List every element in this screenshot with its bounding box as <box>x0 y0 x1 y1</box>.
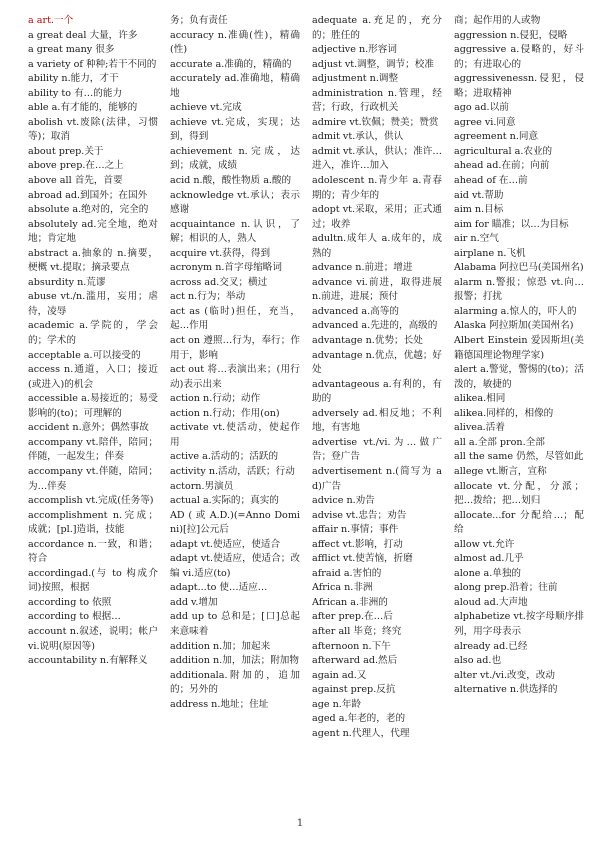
vocab-entry: alternative n.供选择的 <box>454 684 558 696</box>
vocab-entry: action n.行动；动作 <box>170 393 261 405</box>
vocab-entry: along prep.沿着；往前 <box>454 582 558 594</box>
column-4 <box>454 14 584 698</box>
vocab-entry: absurdity n.荒谬 <box>28 276 106 288</box>
vocab-entry: again ad.又 <box>312 669 367 681</box>
vocab-entry: able a.有才能的，能够的 <box>28 102 138 114</box>
vocab-entry: affect vt.影响，打动 <box>312 538 403 550</box>
vocab-entry: aged a.年老的，老的 <box>312 713 406 725</box>
vocab-entry: acquire vt.获得，得到 <box>170 247 271 259</box>
vocab-entry: a art.一个 <box>28 15 74 26</box>
vocab-entry: adjective n.形容词 <box>312 44 397 56</box>
vocab-entry: ago ad.以前 <box>454 102 509 114</box>
vocab-entry: aggression n.侵犯，侵略 <box>454 29 568 41</box>
vocab-entry: abuse vt./n.滥用，妄用；虐待，凌辱 <box>28 291 158 317</box>
vocab-entry: alivea.活着 <box>454 422 505 434</box>
vocab-entry: alphabetize vt.按字母顺序排列，用字母表示 <box>454 611 584 637</box>
vocab-entry: achieve vt.完成，实现；达到，得到 <box>170 116 300 143</box>
vocab-entry: alarming a.惊人的，吓人的 <box>454 305 577 317</box>
vocab-entry: ability n.能力，才干 <box>28 73 119 85</box>
vocab-entry: abolish vt.废除(法律，习惯等)；取消 <box>28 116 158 143</box>
vocab-entry: adapt vt.使适应，使适合；改编 vi.适应(to) <box>170 553 300 579</box>
vocab-entry: alter vt./vi.改变，改动 <box>454 669 556 681</box>
vocab-entry: academic a.学院的，学会的；学术的 <box>28 320 158 347</box>
vocab-entry: act on 遵照…行为，奉行；作用于，影响 <box>170 335 300 361</box>
vocab-entry: African a.非洲的 <box>312 596 388 608</box>
vocab-entry: abstract a.抽象的 n.摘要，梗概 vt.提取；摘录要点 <box>28 247 158 274</box>
vocab-entry: adapt vt.使适应，使适合 <box>170 538 281 550</box>
vocab-entry: advantageous a.有利的，有助的 <box>312 378 442 405</box>
vocab-entry: address n.地址；住址 <box>170 698 269 710</box>
vocab-entry: accordance n.一致，和谐；符合 <box>28 538 158 565</box>
vocab-entry: allege vt.断言，宣称 <box>454 465 547 477</box>
vocab-entry: 务；负有责任 <box>170 15 228 26</box>
vocab-entry: admit vt.承认，供认；准许…进入，准许…加入 <box>312 145 442 172</box>
vocab-entry: advice n.劝告 <box>312 495 375 507</box>
vocab-entry: admire vt.钦佩；赞美；赞赏 <box>312 116 439 128</box>
vocab-entry: addition n.加；加起来 <box>170 640 271 652</box>
vocab-entry: acceptable a.可以接受的 <box>28 349 141 361</box>
vocab-entry: add up to 总和是；[口]总起来意味着 <box>170 611 300 637</box>
vocab-entry: alert a.警觉，警惕的(to)；活泼的，敏捷的 <box>454 364 584 390</box>
vocab-entry: according to 根据… <box>28 611 121 623</box>
vocab-entry: accountability n.有解释义 <box>28 655 148 667</box>
vocab-entry: access n.通道，入口；接近(或进入)的机会 <box>28 364 158 390</box>
vocab-entry: acknowledge vt.承认；表示感谢 <box>170 189 300 216</box>
column-1 <box>28 14 158 669</box>
vocab-entry: admit vt.承认，供认 <box>312 131 404 143</box>
vocab-entry: Albert Einstein 爱因斯坦(美籍德国理论物理学家) <box>454 335 584 361</box>
vocab-entry: a variety of 种种;若干不同的 <box>28 58 157 70</box>
vocab-entry: age n.年龄 <box>312 698 362 710</box>
vocab-entry: advanced a.先进的，高级的 <box>312 320 438 332</box>
vocab-entry: agreement n.同意 <box>454 131 539 143</box>
vocab-entry: already ad.已经 <box>454 640 528 652</box>
vocab-entry: accident n.意外；偶然事故 <box>28 422 149 434</box>
vocab-entry: alarm n.警报；惊恐 vt.向…报警；打扰 <box>454 276 584 303</box>
vocab-entry: achievement n.完成，达到；成就，成绩 <box>170 145 300 172</box>
column-2 <box>170 14 300 712</box>
vocab-entry: advertisement n.(简写为 ad)广告 <box>312 465 442 492</box>
vocab-entry: aim n.目标 <box>454 204 504 216</box>
vocab-entry: aggressive a.侵略的，好斗的；有进取心的 <box>454 44 584 70</box>
dictionary-page <box>28 14 588 804</box>
vocab-entry: action n.行动；作用(on) <box>170 407 280 419</box>
vocab-entry: almost ad.几乎 <box>454 553 524 565</box>
vocab-entry: accuracy n.准确(性)，精确(性) <box>170 29 300 56</box>
vocab-entry: advantage n.优势；长处 <box>312 335 423 347</box>
vocab-entry: ability to 有…的能力 <box>28 87 123 99</box>
vocab-entry: above all 首先，首要 <box>28 175 123 187</box>
vocab-entry: all a.全部 pron.全部 <box>454 436 545 448</box>
vocab-entry: additionala.附加的，追加的；另外的 <box>170 669 300 696</box>
vocab-entry: afflict vt.使苦恼，折磨 <box>312 553 413 565</box>
vocab-entry: advance vi.前进，取得进展 n.前进，进展；预付 <box>312 276 442 303</box>
vocab-entry: aim for 瞄准；以…为目标 <box>454 218 569 230</box>
vocab-entry: about prep.关于 <box>28 145 104 157</box>
vocab-entry: absolutely ad.完全地，绝对地；肯定地 <box>28 218 158 245</box>
vocab-entry: agent n.代理人，代理 <box>312 727 410 739</box>
vocab-entry: all the same 仍然，尽管如此 <box>454 451 584 463</box>
vocab-entry: AD ( 或 A.D.)(=Anno Domini)[拉]公元后 <box>170 509 300 536</box>
vocab-entry: after prep.在…后 <box>312 611 393 623</box>
vocab-entry: adolescent n.青少年 a.青春期的；青少年的 <box>312 175 442 201</box>
vocab-entry: accompany vt.陪伴，陪同；伴随，一起发生；伴奏 <box>28 436 158 463</box>
vocab-entry: a great many 很多 <box>28 44 115 56</box>
vocab-entry: act out 将…表演出来；(用行动)表示出来 <box>170 364 300 390</box>
vocab-entry: activity n.活动，活跃；行动 <box>170 465 295 477</box>
column-3 <box>312 14 442 741</box>
vocab-entry: affair n.事情；事件 <box>312 524 399 536</box>
vocab-entry: across ad.交叉；横过 <box>170 276 268 288</box>
vocab-entry: according to 依照 <box>28 596 112 608</box>
vocab-entry: agricultural a.农业的 <box>454 145 553 157</box>
vocab-entry: aid vt.帮助 <box>454 189 504 201</box>
vocab-entry: act as (临时)担任，充当，起…作用 <box>170 305 300 332</box>
vocab-entry: advance n.前进；增进 <box>312 262 413 274</box>
vocab-entry: air n.空气 <box>454 233 499 245</box>
vocab-entry: adultn.成年人 a.成年的，成熟的 <box>312 233 442 259</box>
vocab-entry: 商；起作用的人或物 <box>454 15 541 26</box>
vocab-entry: absolute a.绝对的，完全的 <box>28 204 149 216</box>
vocab-entry: agree vi.同意 <box>454 116 516 128</box>
vocab-entry: aloud ad.大声地 <box>454 596 528 608</box>
vocab-entry: accomplishment n.完成；成就；[pl.]造诣，技能 <box>28 509 158 536</box>
vocab-entry: adequate a.充足的，充分的；胜任的 <box>312 15 442 41</box>
vocab-entry: a great deal 大量，许多 <box>28 29 138 41</box>
vocab-entry: abroad ad.到国外；在国外 <box>28 189 148 201</box>
vocab-entry: alone a.单独的 <box>454 567 522 579</box>
vocab-entry: add v.增加 <box>170 596 218 608</box>
vocab-entry: accomplish vt.完成(任务等) <box>28 495 154 507</box>
vocab-entry: allocate vt.分配，分派；把…拨给；把…划归 <box>454 480 584 507</box>
vocab-entry: advertise vt./vi.为…做广告；登广告 <box>312 436 442 463</box>
vocab-entry: after all 毕竟；终究 <box>312 625 402 637</box>
vocab-entry: acid n.酸，酸性物质 a.酸的 <box>170 175 292 187</box>
vocab-entry: acquaintance n.认识，了解；相识的人，熟人 <box>170 218 300 245</box>
vocab-entry: against prep.反抗 <box>312 684 396 696</box>
vocab-entry: ahead of 在…前 <box>454 175 528 187</box>
vocab-entry: Africa n.非洲 <box>312 582 373 594</box>
vocab-entry: advantage n.优点，优越；好处 <box>312 349 443 376</box>
vocab-entry: afraid a.害怕的 <box>312 567 382 579</box>
vocab-entry: actual a.实际的；真实的 <box>170 495 279 507</box>
vocab-entry: accordingad.(与 to 构成介词)按照，根据 <box>28 567 158 594</box>
vocab-entry: airplane n.飞机 <box>454 247 526 259</box>
vocab-entry: aggressivenessn.侵犯，侵略；进取精神 <box>454 73 584 99</box>
vocab-entry: accompany vt.伴随，陪同；为…伴奏 <box>28 465 158 492</box>
vocab-entry: alikea.相同 <box>454 393 506 405</box>
vocab-entry: account n.叙述，说明；帐户 vi.说明(原因等) <box>28 625 158 652</box>
vocab-entry: ahead ad.在前；向前 <box>454 160 550 172</box>
vocab-entry: Alaska 阿拉斯加(美国州名) <box>454 320 574 332</box>
vocab-entry: allocate...for 分配给…；配给 <box>454 509 584 536</box>
vocab-entry: accessible a.易接近的；易受影响的(to)；可理解的 <box>28 393 158 419</box>
vocab-entry: adjust vt.调整，调节；校准 <box>312 58 434 70</box>
vocab-entry: act n.行为；举动 <box>170 291 246 303</box>
vocab-entry: accurately ad.准确地，精确地 <box>170 73 300 99</box>
vocab-entry: acronym n.首字母缩略词 <box>170 262 282 274</box>
vocab-entry: Alabama 阿拉巴马(美国州名) <box>454 262 584 274</box>
vocab-entry: advanced a.高等的 <box>312 305 399 317</box>
vocab-entry: alikea.同样的，相像的 <box>454 407 554 419</box>
vocab-entry: actorn.男演员 <box>170 480 234 492</box>
vocab-entry: also ad.也 <box>454 655 502 667</box>
vocab-entry: adopt vt.采取，采用；正式通过；收养 <box>312 204 442 230</box>
vocab-entry: adjustment n.调整 <box>312 73 399 85</box>
vocab-entry: advise vt.忠告；劝告 <box>312 509 407 521</box>
vocab-entry: adapt...to 使…适应… <box>170 582 268 594</box>
vocab-entry: allow vt.允许 <box>454 538 515 550</box>
vocab-entry: administration n.管理，经营；行政，行政机关 <box>312 87 442 114</box>
page-number: 1 <box>296 818 304 829</box>
vocab-entry: achieve vt.完成 <box>170 102 242 114</box>
vocab-entry: active a.活动的；活跃的 <box>170 451 279 463</box>
vocab-entry: activate vt.使活动，使起作用 <box>170 422 300 448</box>
vocab-entry: accurate a.准确的，精确的 <box>170 58 292 70</box>
vocab-entry: adversely ad.相反地；不利地，有害地 <box>312 407 442 434</box>
vocab-entry: addition n.加，加法；附加物 <box>170 655 299 667</box>
vocab-entry: afterward ad.然后 <box>312 655 398 667</box>
vocab-entry: above prep.在…之上 <box>28 160 124 172</box>
vocab-entry: afternoon n.下午 <box>312 640 391 652</box>
